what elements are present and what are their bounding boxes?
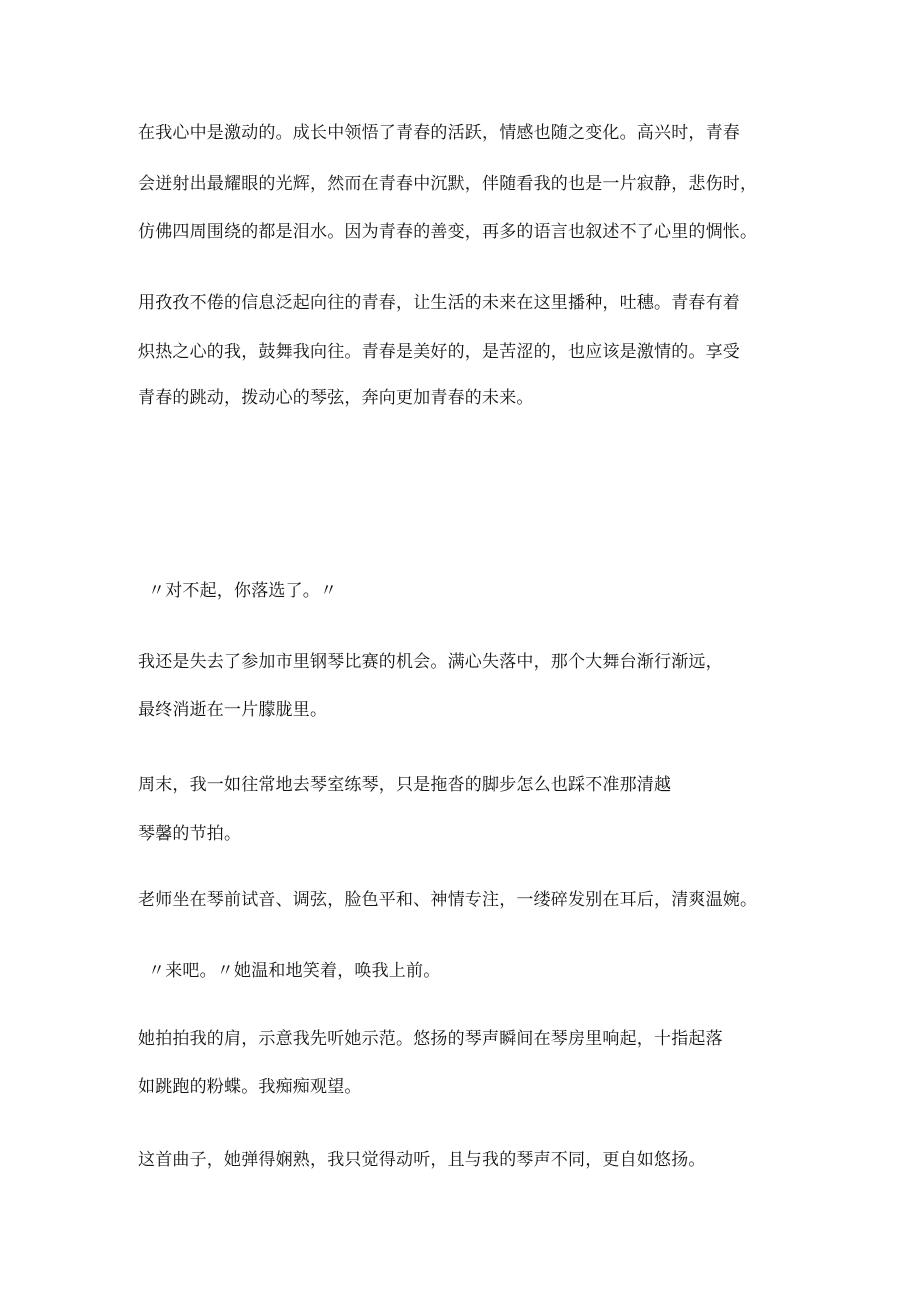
text-line: 周末，我一如往常地去琴室练琴，只是拖沓的脚步怎么也踩不准那清越	[138, 775, 672, 795]
text-line: 她拍拍我的肩，示意我先听她示范。悠扬的琴声瞬间在琴房里响起，十指起落	[138, 1029, 723, 1049]
text-line: 用孜孜不倦的信息泛起向往的青春，让生活的未来在这里播种，吐穗。青春有着	[138, 293, 740, 313]
text-line: 老师坐在琴前试音、调弦，脸色平和、神情专注，一缕碎发别在耳后，清爽温婉。	[138, 890, 758, 910]
text-line: 炽热之心的我，鼓舞我向往。青春是美好的，是苦涩的，也应该是激情的。享受	[138, 342, 740, 362]
text-line: 在我心中是激动的。成长中领悟了青春的活跃，情感也随之变化。高兴时，青春	[138, 123, 740, 143]
dialogue-line: 〃来吧。〃她温和地笑着，唤我上前。	[148, 961, 441, 981]
text-line: 琴馨的节拍。	[138, 824, 242, 844]
text-line: 仿佛四周围绕的都是泪水。因为青春的善变，再多的语言也叙述不了心里的惆怅。	[138, 222, 758, 242]
text-line: 如跳跑的粉蝶。我痴痴观望。	[138, 1077, 362, 1097]
text-line: 会迸射出最耀眼的光辉，然而在青春中沉默，伴随看我的也是一片寂静，悲伤时，	[138, 174, 758, 194]
text-line: 最终消逝在一片朦胧里。	[138, 700, 328, 720]
text-line: 这首曲子，她弹得娴熟，我只觉得动听，且与我的琴声不同，更自如悠扬。	[138, 1150, 706, 1170]
dialogue-line: 〃对不起，你落选了。〃	[148, 581, 338, 601]
text-line: 我还是失去了参加市里钢琴比赛的机会。满心失落中，那个大舞台渐行渐远，	[138, 652, 723, 672]
text-line: 青春的跳动，拨动心的琴弦，奔向更加青春的未来。	[138, 388, 534, 408]
